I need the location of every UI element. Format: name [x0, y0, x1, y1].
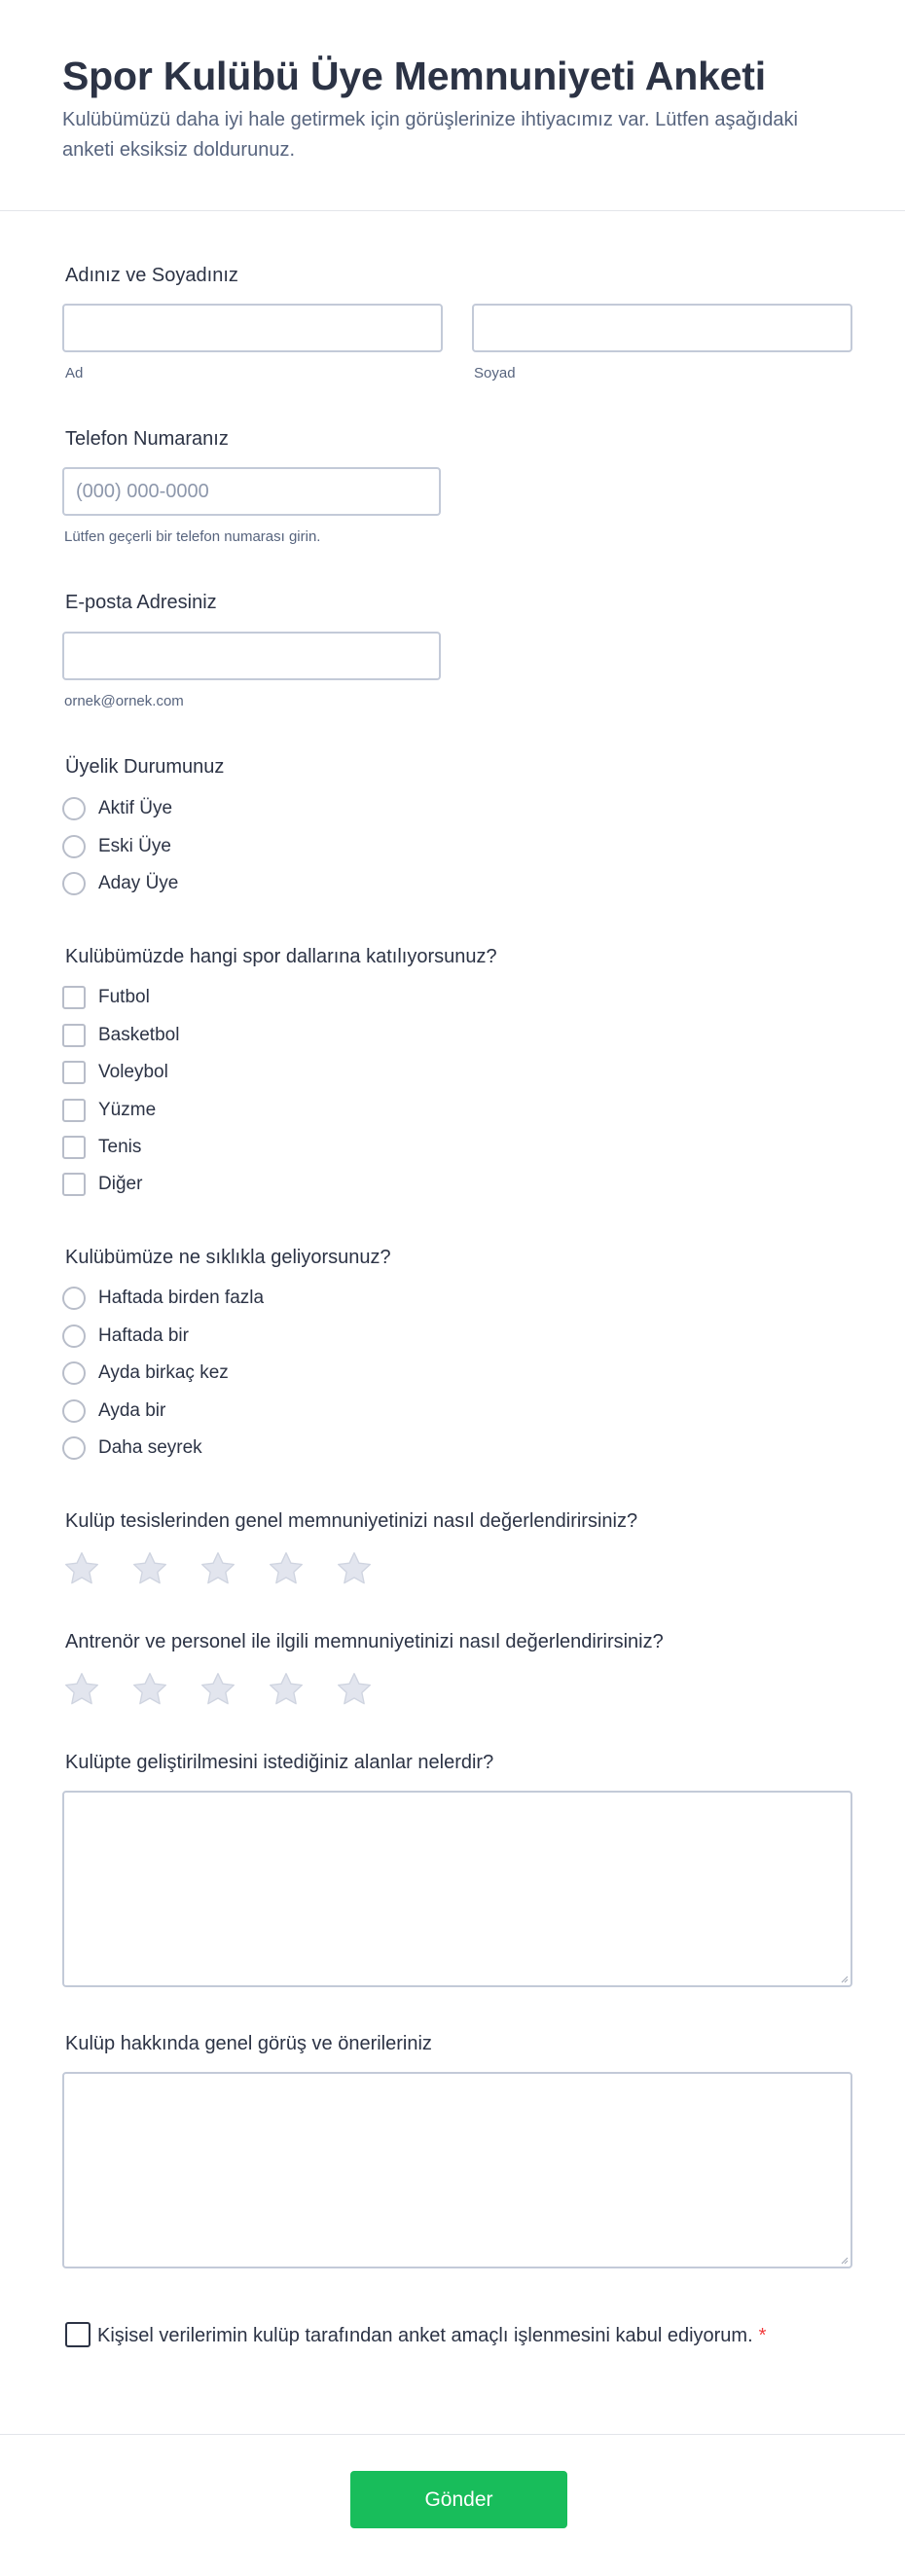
facility-rating-question — [62, 1508, 852, 1534]
staff-star-rating — [62, 1670, 374, 1709]
star-icon[interactable] — [130, 1670, 169, 1709]
membership-label: Üyelik Durumunuz — [65, 756, 225, 778]
email-question — [62, 590, 852, 615]
frequency-option[interactable] — [62, 1361, 229, 1386]
radio-button[interactable] — [62, 1361, 86, 1385]
checkbox[interactable] — [62, 986, 86, 1009]
option-label: Daha seyrek — [98, 1437, 202, 1458]
star-icon[interactable] — [267, 1549, 306, 1588]
phone-label: Telefon Numaranız — [65, 428, 229, 450]
facility-star-rating — [62, 1549, 374, 1588]
checkbox[interactable] — [62, 1099, 86, 1122]
last-name-sublabel: Soyad — [474, 365, 516, 381]
frequency-question — [62, 1245, 852, 1270]
submit-button[interactable]: Gönder — [350, 2471, 567, 2528]
option-label: Eski Üye — [98, 836, 171, 856]
star-icon[interactable] — [199, 1670, 237, 1709]
feedback-textarea[interactable] — [62, 2072, 852, 2268]
improvements-textarea[interactable] — [62, 1791, 852, 1987]
membership-option[interactable] — [62, 834, 171, 859]
sports-label: Kulübümüzde hangi spor dallarına katılıyorsunuz? — [65, 946, 497, 967]
first-name-input[interactable] — [62, 304, 443, 352]
facility-rating-label: Kulüp tesislerinden genel memnuniyetinizi nasıl değerlendirirsiniz? — [65, 1510, 638, 1532]
option-label: Aday Üye — [98, 873, 179, 893]
resize-grip-icon[interactable] — [839, 1974, 849, 1983]
option-label: Diğer — [98, 1174, 143, 1194]
radio-button[interactable] — [62, 1436, 86, 1460]
staff-rating-question — [62, 1629, 852, 1654]
phone-sublabel: Lütfen geçerli bir telefon numarası girin. — [64, 528, 321, 545]
checkbox[interactable] — [62, 1173, 86, 1196]
radio-button[interactable] — [62, 835, 86, 858]
consent-checkbox[interactable] — [65, 2322, 90, 2347]
sports-option[interactable] — [62, 1023, 179, 1048]
membership-option[interactable] — [62, 871, 178, 896]
feedback-question — [62, 2031, 852, 2056]
email-label: E-posta Adresiniz — [65, 592, 217, 613]
sports-question — [62, 944, 852, 969]
option-label: Ayda bir — [98, 1400, 166, 1421]
star-icon[interactable] — [335, 1670, 374, 1709]
resize-grip-icon[interactable] — [839, 2255, 849, 2265]
option-label: Haftada birden fazla — [98, 1288, 265, 1308]
name-label: Adınız ve Soyadınız — [65, 265, 238, 286]
email-sublabel: ornek@ornek.com — [64, 693, 184, 709]
star-icon[interactable] — [335, 1549, 374, 1588]
option-label: Futbol — [98, 987, 150, 1007]
last-name-input[interactable] — [472, 304, 852, 352]
star-icon[interactable] — [62, 1670, 101, 1709]
first-name-sublabel: Ad — [65, 365, 84, 381]
star-icon[interactable] — [267, 1670, 306, 1709]
frequency-option[interactable] — [62, 1435, 202, 1461]
sports-option[interactable] — [62, 1135, 141, 1160]
radio-button[interactable] — [62, 1287, 86, 1310]
sports-option[interactable] — [62, 1060, 168, 1085]
option-label: Aktif Üye — [98, 798, 173, 818]
consent-field[interactable] — [62, 2322, 782, 2349]
improvements-question — [62, 1750, 852, 1775]
checkbox[interactable] — [62, 1024, 86, 1047]
option-label: Tenis — [98, 1137, 142, 1157]
membership-question — [62, 754, 852, 780]
form-header — [0, 0, 905, 211]
radio-button[interactable] — [62, 797, 86, 820]
star-icon[interactable] — [199, 1549, 237, 1588]
frequency-option[interactable] — [62, 1324, 189, 1349]
form-title: Spor Kulübü Üye Memnuniyeti Anketi — [62, 54, 766, 98]
consent-text: Kişisel verilerimin kulüp tarafından anket amaçlı işlenmesini kabul ediyorum. — [97, 2325, 753, 2346]
feedback-label: Kulüp hakkında genel görüş ve önerileriniz — [65, 2033, 432, 2054]
membership-option[interactable] — [62, 796, 172, 821]
frequency-option[interactable] — [62, 1286, 264, 1311]
option-label: Yüzme — [98, 1100, 157, 1120]
frequency-label: Kulübümüze ne sıklıkla geliyorsunuz? — [65, 1247, 391, 1268]
option-label: Ayda birkaç kez — [98, 1362, 229, 1383]
email-input[interactable] — [62, 632, 441, 680]
sports-option[interactable] — [62, 1172, 142, 1197]
improvements-label: Kulüpte geliştirilmesini istediğiniz alanlar nelerdir? — [65, 1752, 494, 1773]
option-label: Basketbol — [98, 1025, 180, 1045]
sports-option[interactable] — [62, 985, 150, 1010]
phone-question — [62, 426, 852, 452]
frequency-option[interactable] — [62, 1398, 165, 1424]
required-mark: * — [758, 2325, 767, 2346]
phone-input[interactable] — [62, 467, 441, 516]
option-label: Haftada bir — [98, 1325, 189, 1346]
radio-button[interactable] — [62, 872, 86, 895]
option-label: Voleybol — [98, 1062, 168, 1082]
checkbox[interactable] — [62, 1136, 86, 1159]
checkbox[interactable] — [62, 1061, 86, 1084]
star-icon[interactable] — [130, 1549, 169, 1588]
form-description: Kulübümüzü daha iyi hale getirmek için görüşlerinize ihtiyacımız var. Lütfen aşağıdaki anketi eksiksiz doldurunuz. — [62, 109, 798, 161]
footer-divider — [0, 2434, 905, 2435]
star-icon[interactable] — [62, 1549, 101, 1588]
staff-rating-label: Antrenör ve personel ile ilgili memnuniyetinizi nasıl değerlendirirsiniz? — [65, 1631, 664, 1652]
radio-button[interactable] — [62, 1399, 86, 1423]
sports-option[interactable] — [62, 1098, 156, 1123]
name-question — [62, 263, 852, 288]
radio-button[interactable] — [62, 1324, 86, 1348]
